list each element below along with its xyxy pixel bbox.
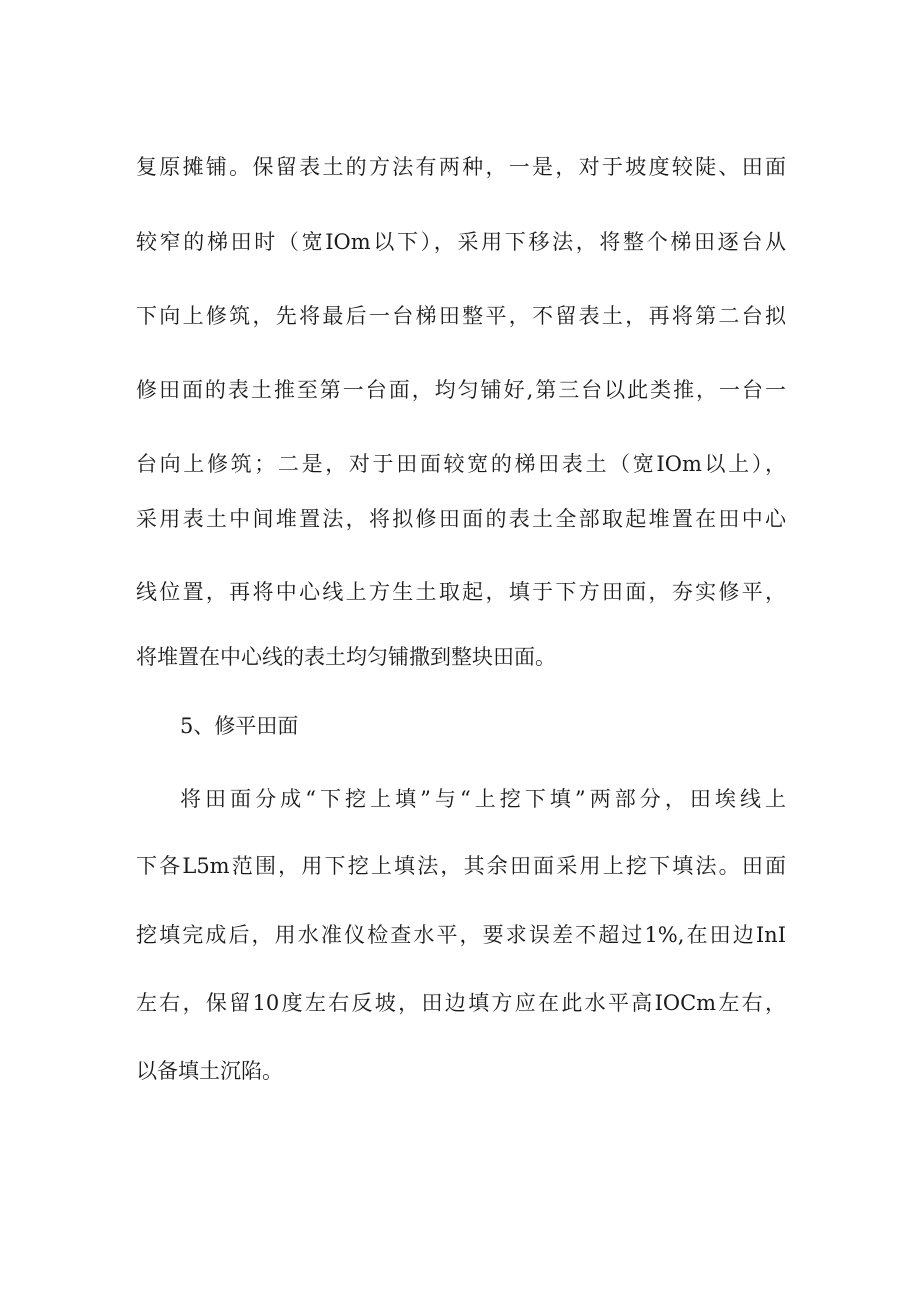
paragraph-2-line-2: 下各L5m范围，用下挖上填法，其余田面采用上挖下填法。田面 — [136, 854, 786, 878]
paragraph-1-line-1: 复原摊铺。保留表土的方法有两种，一是，对于坡度较陡、田面 — [136, 155, 786, 179]
paragraph-1-line-5: 台向上修筑；二是，对于田面较宽的梯田表土（宽IOm以上）， — [136, 452, 786, 476]
paragraph-1-line-2: 较窄的梯田时（宽IOm以下），采用下移法，将整个梯田逐台从 — [136, 230, 786, 254]
paragraph-1-line-3: 下向上修筑，先将最后一台梯田整平，不留表土，再将第二台拟 — [136, 304, 786, 328]
paragraph-1-line-6: 采用表土中间堆置法，将拟修田面的表土全部取起堆置在田中心 — [136, 507, 786, 531]
paragraph-1-line-7: 线位置，再将中心线上方生土取起，填于下方田面，夯实修平， — [136, 580, 786, 604]
paragraph-2-line-5: 以备填土沉陷。 — [136, 1059, 283, 1083]
paragraph-1-line-4: 修田面的表土推至第一台面，均匀铺好,第三台以此类推，一台一 — [136, 378, 786, 402]
paragraph-2-line-4: 左右，保留10度左右反坡，田边填方应在此水平高IOCm左右， — [136, 991, 786, 1015]
section-heading: 5、修平田面 — [180, 714, 299, 738]
paragraph-1-line-8: 将堆置在中心线的表土均匀铺撒到整块田面。 — [136, 645, 556, 669]
paragraph-2-line-1: 将田面分成“下挖上填”与“上挖下填”两部分，田埃线上 — [180, 787, 786, 811]
paragraph-2-line-3: 挖填完成后，用水准仪检查水平，要求误差不超过1%,在田边InI — [136, 923, 786, 947]
